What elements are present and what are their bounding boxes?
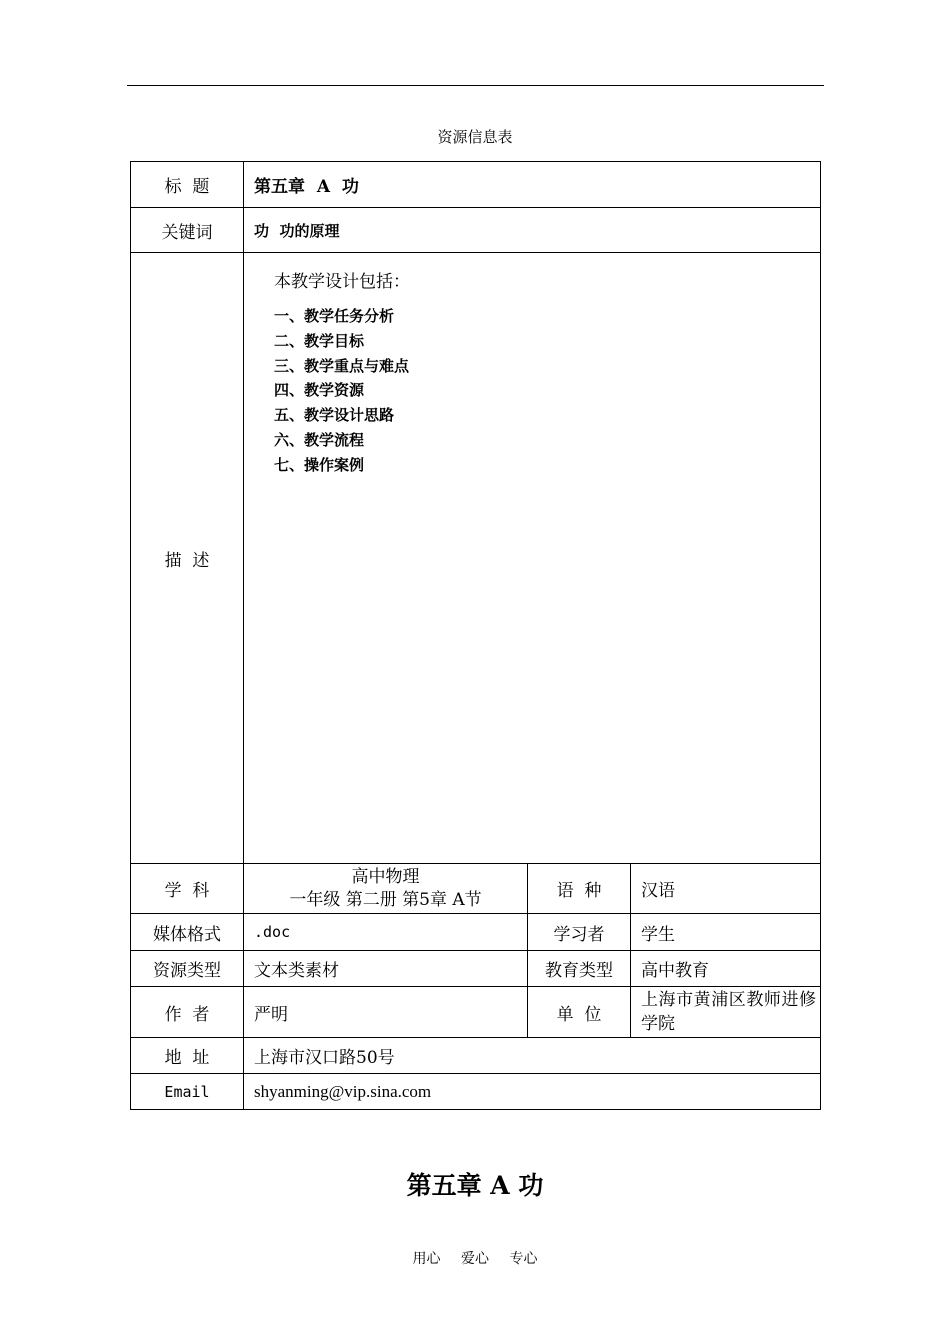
list-item: 四、教学资源 xyxy=(274,381,365,400)
language-value: 汉语 xyxy=(631,864,821,914)
list-item: 二、教学目标 xyxy=(274,331,365,350)
title-value: 第五章 A 功 xyxy=(244,162,821,208)
title-label: 标 题 xyxy=(131,162,244,208)
table-caption: 资源信息表 xyxy=(437,128,513,146)
list-item: 三、教学重点与难点 xyxy=(274,356,410,375)
keywords-value: 功 功的原理 xyxy=(244,208,821,253)
row-keywords xyxy=(131,208,821,253)
media-value: .doc xyxy=(244,914,528,951)
row-description xyxy=(131,253,821,864)
list-item: 五、教学设计思路 xyxy=(274,406,395,425)
education-type-value: 高中教育 xyxy=(631,951,821,987)
email-label: Email xyxy=(131,1074,244,1110)
email-value: shyanming@vip.sina.com xyxy=(244,1074,821,1110)
subject-value xyxy=(244,864,528,914)
row-author xyxy=(131,987,821,1038)
description-list xyxy=(274,304,820,478)
subject-line-2: 一年级 第二册 第5章 A节 xyxy=(289,889,482,910)
document-heading: 第五章 A 功 xyxy=(406,1171,544,1200)
row-email xyxy=(131,1074,821,1110)
footer-item: 专心 xyxy=(509,1251,538,1267)
unit-value: 上海市黄浦区教师进修学院 xyxy=(631,987,821,1038)
footer-item: 爱心 xyxy=(461,1251,489,1267)
address-value: 上海市汉口路50号 xyxy=(244,1038,821,1074)
author-value: 严明 xyxy=(244,987,528,1038)
address-label: 地 址 xyxy=(131,1038,244,1074)
description-label: 描 述 xyxy=(131,253,244,864)
row-resource-type xyxy=(131,951,821,987)
row-title xyxy=(131,162,821,208)
subject-line-1: 高中物理 xyxy=(351,866,420,887)
subject-label: 学 科 xyxy=(131,864,244,914)
media-label: 媒体格式 xyxy=(131,914,244,951)
author-label: 作 者 xyxy=(131,987,244,1038)
row-address xyxy=(131,1038,821,1074)
unit-label: 单 位 xyxy=(528,987,631,1038)
header-rule xyxy=(127,85,824,86)
footer-item: 用心 xyxy=(412,1251,441,1267)
learner-value: 学生 xyxy=(631,914,821,951)
row-media xyxy=(131,914,821,951)
list-item: 七、操作案例 xyxy=(274,455,365,474)
list-item: 一、教学任务分析 xyxy=(274,307,395,325)
resource-info-table xyxy=(130,161,821,1110)
list-item: 六、教学流程 xyxy=(274,430,365,449)
description-intro: 本教学设计包括： xyxy=(274,272,410,292)
page-footer xyxy=(0,1248,950,1268)
education-type-label: 教育类型 xyxy=(528,951,631,987)
resource-type-value: 文本类素材 xyxy=(244,951,528,987)
learner-label: 学习者 xyxy=(528,914,631,951)
keywords-label: 关键词 xyxy=(131,208,244,253)
language-label: 语 种 xyxy=(528,864,631,914)
resource-type-label: 资源类型 xyxy=(131,951,244,987)
description-value xyxy=(244,253,821,864)
row-subject xyxy=(131,864,821,914)
